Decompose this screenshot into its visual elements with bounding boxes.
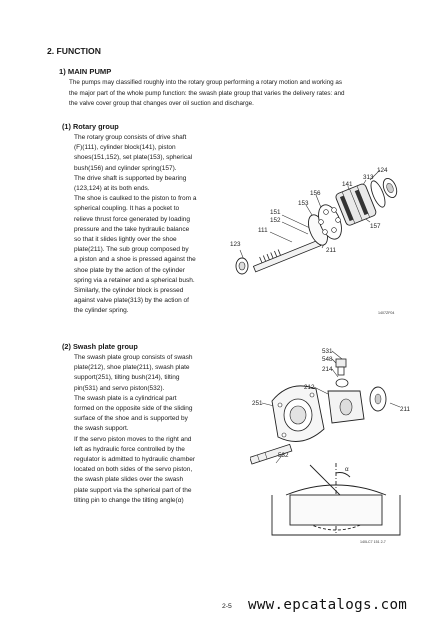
intro-line: the major part of the whole pump function: the swash plate group that varies the delivery rates: and: [69, 89, 345, 97]
text-line: The swash plate is a cylindrical part: [74, 394, 177, 402]
rotary-group-heading: (1) Rotary group: [62, 122, 119, 131]
figure-code: 140LC7 151 2-7: [360, 540, 386, 544]
part-label: 152: [270, 217, 281, 224]
text-line: If the servo piston moves to the right and: [74, 435, 192, 443]
swash-plate-group-heading: (2) Swash plate group: [62, 342, 138, 351]
text-line: tilting pin to change the tilting angle(α): [74, 496, 184, 504]
part-label: 212: [304, 384, 315, 391]
text-line: left as hydraulic force controlled by the: [74, 445, 185, 453]
text-line: Similarly, the cylinder block is pressed: [74, 287, 184, 295]
text-line: The shoe is caulked to the piston to from a: [74, 195, 197, 203]
text-line: located on both sides of the servo piston,: [74, 466, 193, 474]
text-line: against valve plate(313) by the action of: [74, 297, 189, 305]
part-label: 111: [258, 227, 268, 234]
text-line: the cylinder spring.: [74, 307, 129, 315]
text-line: bush(156) and cylinder spring(157).: [74, 164, 177, 172]
text-line: support(251), tilting bush(214), tilting: [74, 374, 180, 382]
part-label: 151: [270, 209, 281, 216]
text-line: relieve thrust force generated by loading: [74, 215, 190, 223]
part-label: 124: [377, 167, 388, 174]
part-label: 214: [322, 366, 333, 373]
part-label: 211: [326, 247, 337, 254]
text-line: formed on the opposite side of the sliding: [74, 405, 193, 413]
text-line: shoe plate by the action of the cylinder: [74, 266, 185, 274]
text-line: regulator is admitted to hydraulic chamber: [74, 456, 196, 464]
text-line: plate support via the spherical part of the: [74, 486, 192, 494]
text-line: spherical coupling. It has a pocket to: [74, 205, 180, 213]
text-line: pin(531) and servo piston(532).: [74, 384, 165, 392]
subsection-title: 1) MAIN PUMP: [59, 67, 112, 76]
rotary-group-diagram: [230, 160, 410, 320]
text-line: the swash support.: [74, 425, 129, 433]
part-label: 548: [322, 356, 333, 363]
text-line: so that it slides lightly over the shoe: [74, 236, 177, 244]
intro-line: the valve cover group that changes over oil suction and discharge.: [69, 100, 254, 107]
intro-line: The pumps may classified roughly into the rotary group performing a rotary motion and working as: [69, 79, 342, 86]
part-label: 532: [278, 452, 289, 459]
text-line: The rotary group consists of drive shaft: [74, 134, 187, 141]
angle-label: α: [345, 466, 349, 473]
part-label: 153: [298, 200, 309, 207]
text-line: spring via a retainer and a spherical bush.: [74, 276, 195, 284]
text-line: plate(212), shoe plate(211), swash plate: [74, 364, 190, 372]
text-line: (123,124) at its both ends.: [74, 185, 150, 193]
intro-paragraph: [69, 78, 414, 110]
footer-url-link[interactable]: www.epcatalogs.com: [248, 597, 408, 613]
text-line: plate(211). The sub group composed by: [74, 246, 189, 254]
swash-plate-diagram: [250, 345, 425, 545]
part-label: 157: [370, 223, 381, 230]
page-number: 2-5: [222, 603, 232, 610]
figure-code: 1407ZF04: [378, 311, 395, 315]
swash-plate-group-paragraph: [74, 353, 195, 506]
section-title: 2. FUNCTION: [47, 46, 101, 56]
rotary-group-paragraph: [74, 133, 196, 317]
text-line: the swash plate slides over the swash: [74, 476, 184, 484]
part-label: 313: [363, 174, 374, 181]
part-label: 123: [230, 241, 241, 248]
part-label: 211: [400, 406, 411, 413]
part-label: 531: [322, 348, 333, 355]
text-line: The swash plate group consists of swash: [74, 354, 193, 361]
text-line: surface of the shoe and is supported by: [74, 415, 188, 423]
text-line: pressure and the take hydraulic balance: [74, 225, 190, 233]
text-line: (F)(111), cylinder block(141), piston: [74, 144, 176, 152]
text-line: a piston and a shoe is pressed against the: [74, 256, 196, 264]
part-label: 251: [252, 400, 263, 407]
text-line: The drive shaft is supported by bearing: [74, 174, 187, 182]
part-label: 141: [342, 181, 353, 188]
part-label: 156: [310, 190, 321, 197]
text-line: shoes(151,152), set plate(153), spherical: [74, 154, 193, 162]
